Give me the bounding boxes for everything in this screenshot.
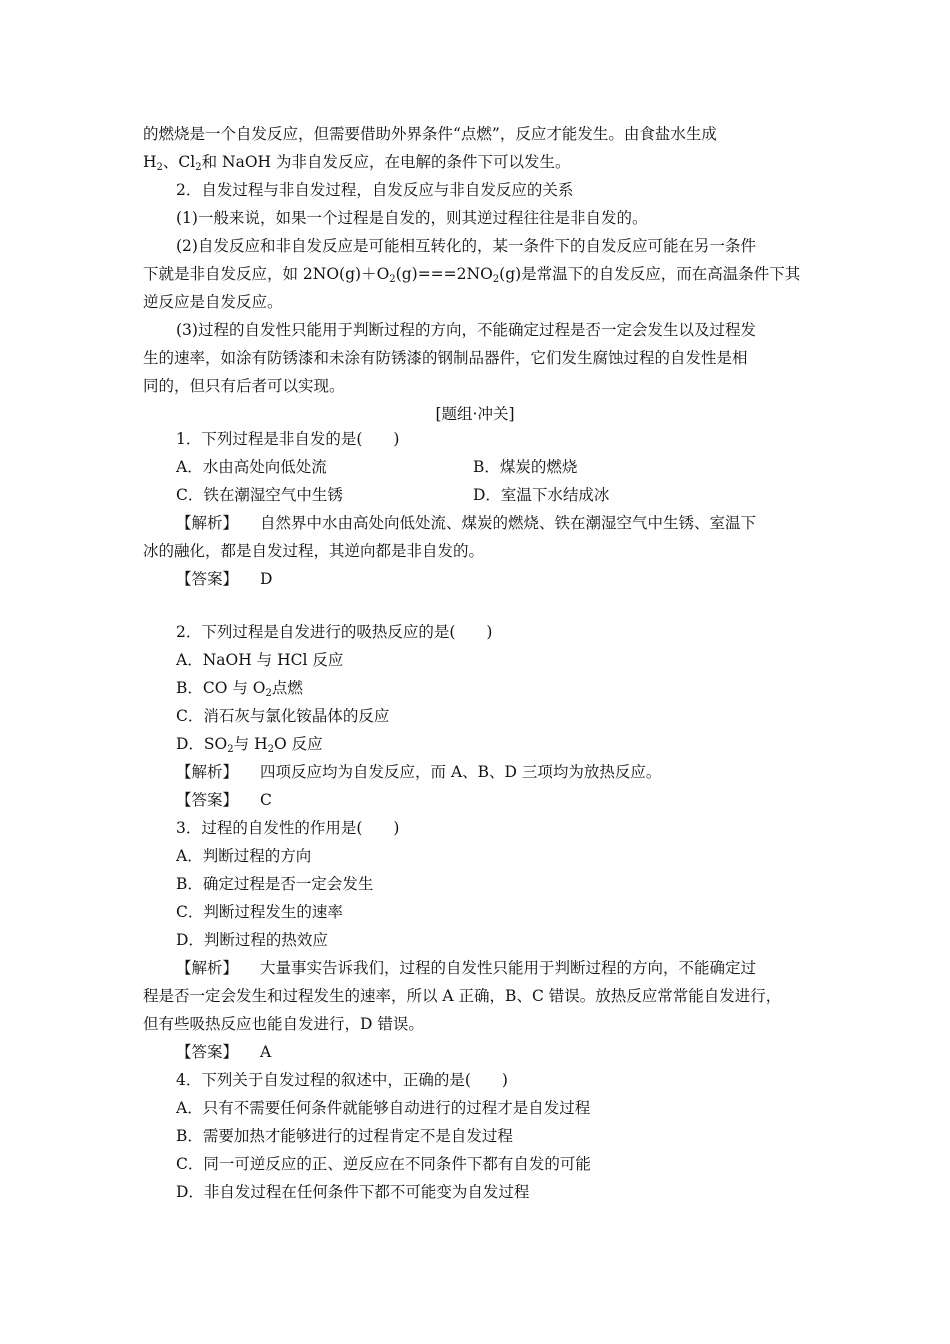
q2-answer: 【答案】 C xyxy=(176,791,272,809)
q4-stem: 4．下列关于自发过程的叙述中，正确的是( ) xyxy=(176,1071,508,1089)
q4-option-c: C．同一可逆反应的正、逆反应在不同条件下都有自发的可能 xyxy=(176,1155,591,1173)
q1-stem: 1．下列过程是非自发的是( ) xyxy=(176,430,400,448)
q2-option-a: A．NaOH 与 HCl 反应 xyxy=(176,651,344,669)
q3-answer: 【答案】 A xyxy=(176,1043,272,1061)
section-2-point-2-line-3: 逆反应是自发反应。 xyxy=(143,293,283,311)
q2-stem: 2．下列过程是自发进行的吸热反应的是( ) xyxy=(176,623,493,641)
q1-analysis-line-2: 冰的融化，都是自发过程，其逆向都是非自发的。 xyxy=(143,542,485,560)
section-2-point-2-line-2: 下就是非自发反应，如 $2NO(g)+O_2(g)===2NO_2(g)$是常温下的自发反应，而在高温条件下其 xyxy=(143,265,801,285)
q1-option-a: A．水由高处向低处流 xyxy=(176,458,327,476)
q2-analysis: 【解析】 四项反应均为自发反应，而 A、B、D 三项均为放热反应。 xyxy=(176,763,662,781)
q1-analysis-line-1: 【解析】 自然界中水由高处向低处流、煤炭的燃烧、铁在潮湿空气中生锈、室温下 xyxy=(176,514,757,532)
q2-answer-tag: 【答案】 xyxy=(176,791,239,809)
section-2-point-2-line-1: (2)自发反应和非自发反应是可能相互转化的，某一条件下的自发反应可能在另一条件 xyxy=(176,237,756,255)
q1-options-row-2 xyxy=(176,485,610,505)
q2-option-d: D．$SO_2$与 $H_2O$ 反应 xyxy=(176,735,323,755)
q3-option-d: D．判断过程的热效应 xyxy=(176,931,328,949)
q4-option-a: A．只有不需要任何条件就能够自动进行的过程才是自发过程 xyxy=(176,1099,591,1117)
q2-analysis-tag: 【解析】 xyxy=(176,763,239,781)
q3-option-a: A．判断过程的方向 xyxy=(176,847,312,865)
q1-options-row-1 xyxy=(176,457,578,477)
q1-option-c: C．铁在潮湿空气中生锈 xyxy=(176,486,343,504)
section-2-point-1: (1)一般来说，如果一个过程是自发的，则其逆过程往往是非自发的。 xyxy=(176,209,648,227)
q1-option-b: B．煤炭的燃烧 xyxy=(473,458,578,476)
q1-answer: 【答案】 D xyxy=(176,570,273,588)
q2-option-c: C．消石灰与氯化铵晶体的反应 xyxy=(176,707,390,725)
q3-analysis-line-3: 但有些吸热反应也能自发进行，D 错误。 xyxy=(143,1015,424,1033)
q1-answer-tag: 【答案】 xyxy=(176,570,239,588)
q3-option-c: C．判断过程发生的速率 xyxy=(176,903,343,921)
q3-answer-tag: 【答案】 xyxy=(176,1043,239,1061)
section-2-point-3-line-3: 同的，但只有后者可以实现。 xyxy=(143,377,345,395)
section-2-title: 2．自发过程与非自发过程，自发反应与非自发反应的关系 xyxy=(176,181,574,199)
section-2-point-3-line-2: 生的速率，如涂有防锈漆和未涂有防锈漆的钢制品器件，它们发生腐蚀过程的自发性是相 xyxy=(143,349,748,367)
q1-analysis-tag: 【解析】 xyxy=(176,514,239,532)
q3-stem: 3．过程的自发性的作用是( ) xyxy=(176,819,400,837)
q2-option-b: B．CO 与 $O_2$点燃 xyxy=(176,679,303,699)
q3-analysis-line-1: 【解析】 大量事实告诉我们，过程的自发性只能用于判断过程的方向，不能确定过 xyxy=(176,959,757,977)
q3-option-b: B．确定过程是否一定会发生 xyxy=(176,875,374,893)
intro-line-1: 的燃烧是一个自发反应，但需要借助外界条件“点燃”，反应才能发生。由食盐水生成 xyxy=(143,125,717,143)
q3-analysis-line-2: 程是否一定会发生和过程发生的速率，所以 A 正确，B、C 错误。放热反应常常能自发进行， xyxy=(143,987,782,1005)
q1-option-d: D．室温下水结成冰 xyxy=(473,486,610,504)
section-2-point-3-line-1: (3)过程的自发性只能用于判断过程的方向，不能确定过程是否一定会发生以及过程发 xyxy=(176,321,756,339)
q4-option-d: D．非自发过程在任何条件下都不可能变为自发过程 xyxy=(176,1183,530,1201)
section-heading: [题组·冲关] xyxy=(435,405,515,423)
intro-line-2: $H_2$、$Cl_2$和 NaOH 为非自发反应，在电解的条件下可以发生。 xyxy=(143,153,571,173)
q4-option-b: B．需要加热才能够进行的过程肯定不是自发过程 xyxy=(176,1127,513,1145)
q3-analysis-tag: 【解析】 xyxy=(176,959,239,977)
